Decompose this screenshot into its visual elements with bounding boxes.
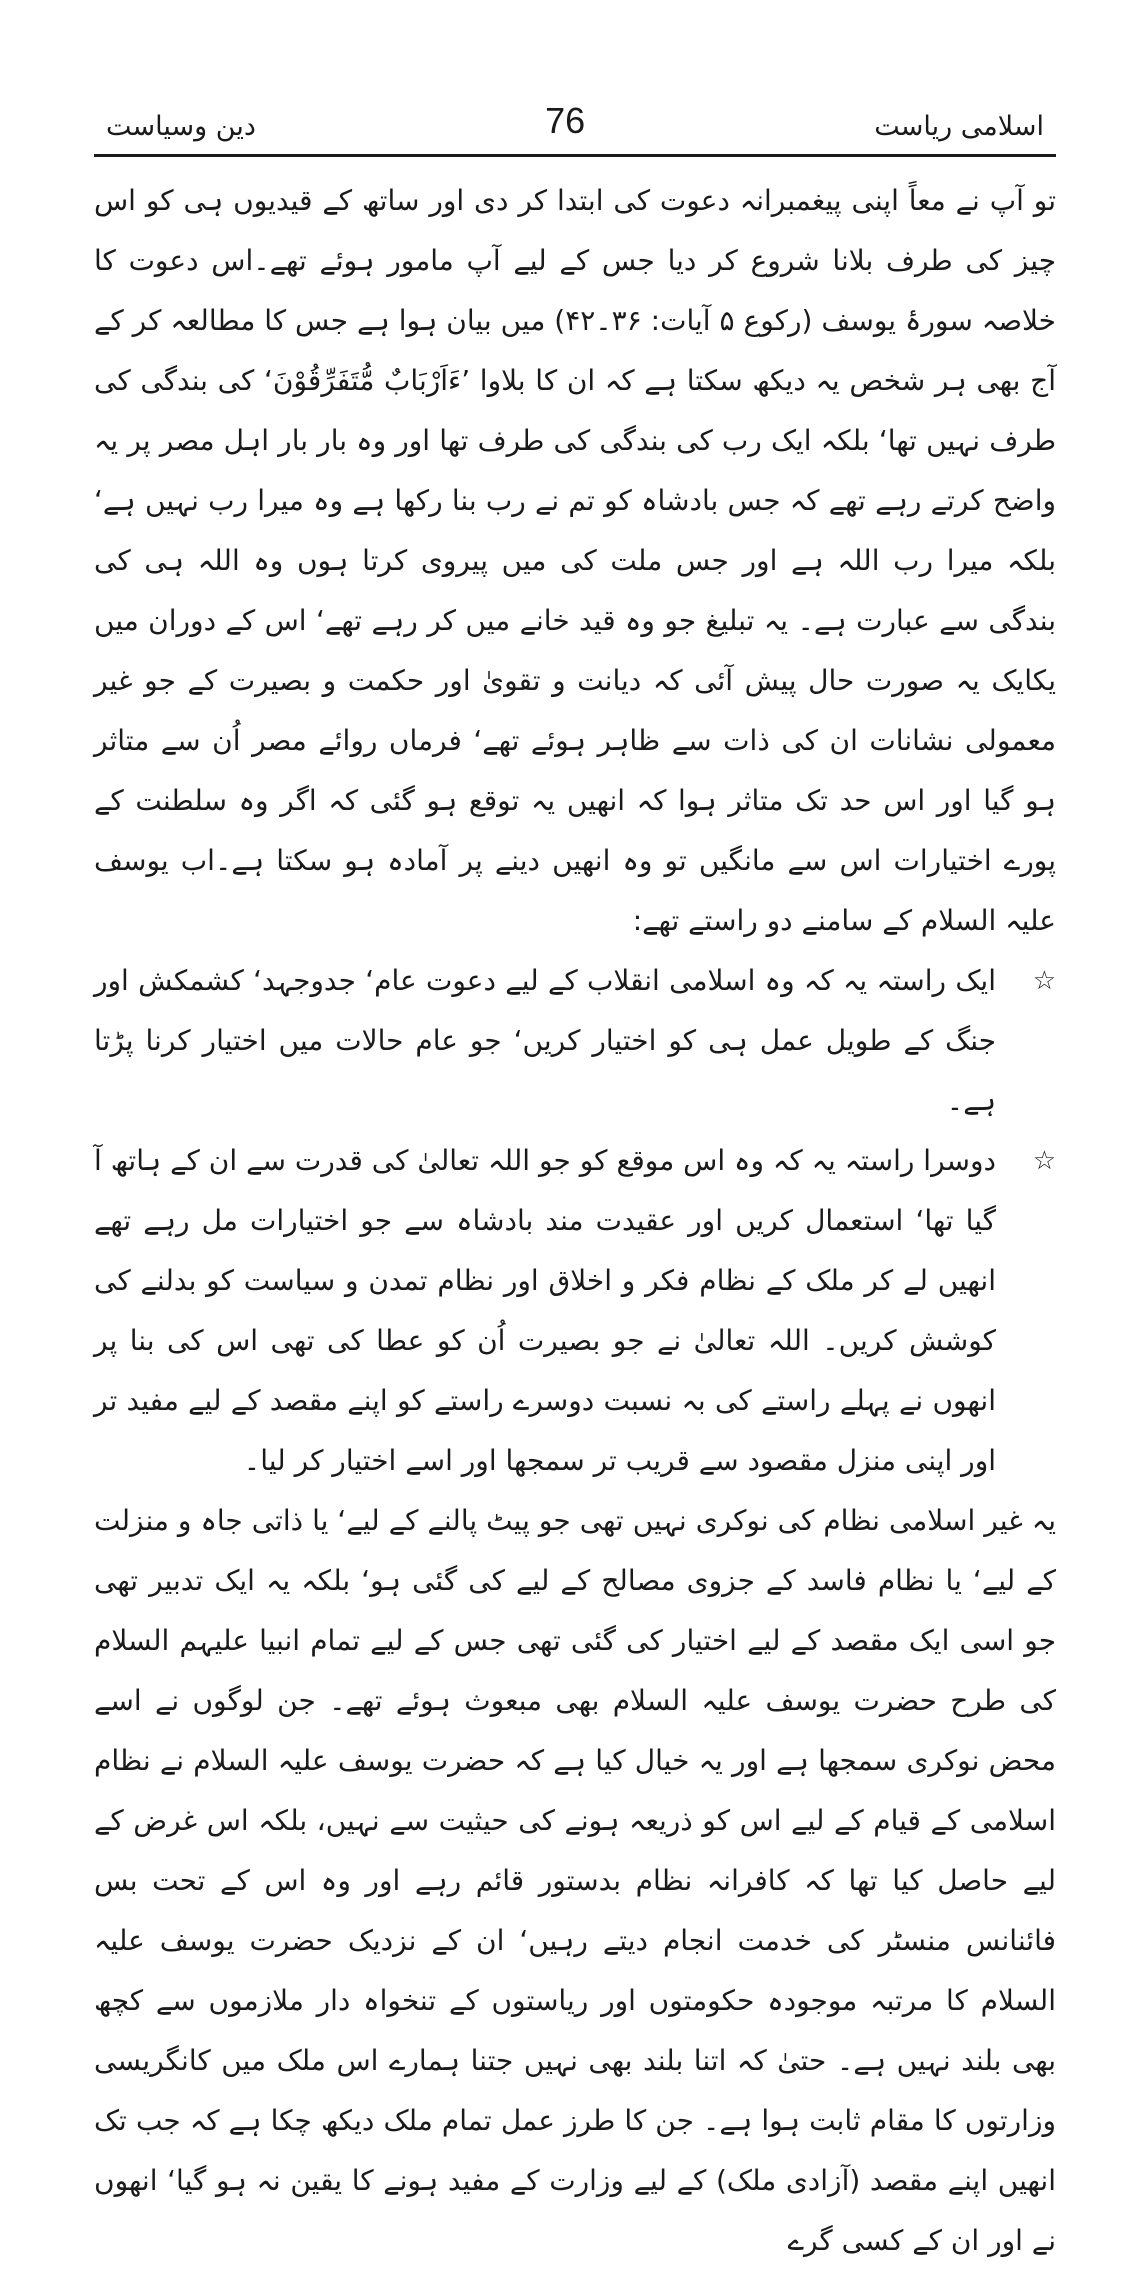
running-head-right-title: اسلامی ریاست bbox=[874, 111, 1044, 142]
bullet-text: ایک راستہ یہ کہ وہ اسلامی انقلاب کے لیے دعوت عام‘ جدوجہد‘ کشمکش اور جنگ کے طویل عمل ہی کو اختیار کریں‘ جو عام حالات میں اختیار کرنا پڑتا ہے۔ bbox=[94, 964, 996, 1117]
page-number: 76 bbox=[545, 100, 586, 141]
body-text bbox=[94, 171, 1056, 2271]
star-bullet-icon: ☆ bbox=[1032, 966, 1056, 996]
running-head-left-title: دین وسیاست bbox=[106, 111, 256, 142]
bullet-list bbox=[94, 951, 1056, 1491]
star-bullet-icon: ☆ bbox=[1032, 1146, 1056, 1176]
paragraph-2: یہ غیر اسلامی نظام کی نوکری نہیں تھی جو پیٹ پالنے کے لیے‘ یا ذاتی جاہ و منزلت کے لیے‘ یا نظام فاسد کے جزوی مصالح کے لیے کی گئی ہو‘ بلکہ یہ ایک تدبیر تھی جو اسی ایک مقصد کے لیے اختیار کی گئی تھی جس کے لیے تمام انبیا علیہم السلام کی طرح حضرت یوسف علیہ السلام بھی مبعوث ہوئے تھے۔ جن لوگوں نے اسے محض نوکری سمجھا ہے اور یہ خیال کیا ہے کہ حضرت یوسف علیہ السلام نے نظام اسلامی کے قیام کے لیے اس کو ذریعہ ہونے کی حیثیت سے نہیں، بلکہ اس غرض کے لیے حاصل کیا تھا کہ کافرانہ نظام بدستور قائم رہے اور وہ اس کے تحت بس فائنانس منسٹر کی خدمت انجام دیتے رہیں‘ ان کے نزدیک حضرت یوسف علیہ السلام کا مرتبہ موجودہ حکومتوں اور ریاستوں کے تنخواہ دار ملازموں سے کچھ بھی بلند نہیں ہے۔ حتیٰ کہ اتنا بلند بھی نہیں جتنا ہمارے اس ملک میں کانگریسی وزارتوں کا مقام ثابت ہوا ہے۔ جن کا طرز عمل تمام ملک دیکھ چکا ہے کہ جب تک انھیں اپنے مقصد (آزادی ملک) کے لیے وزارت کے مفید ہونے کا یقین نہ ہو گیا‘ انھوں نے اور ان کے کسی گرے bbox=[94, 1504, 1056, 2257]
bullet-text: دوسرا راستہ یہ کہ وہ اس موقع کو جو اللہ تعالیٰ کی قدرت سے ان کے ہاتھ آ گیا تھا‘ استعمال کریں اور عقیدت مند بادشاہ سے جو اختیارات مل رہے تھے انھیں لے کر ملک کے نظام فکر و اخلاق اور نظام تمدن و سیاست کو بدلنے کی کوشش کریں۔ اللہ تعالیٰ نے جو بصیرت اُن کو عطا کی تھی اس کی بنا پر انھوں نے پہلے راستے کی بہ نسبت دوسرے راستے کو اپنے مقصد کے لیے مفید تر اور اپنی منزل مقصود سے قریب تر سمجھا اور اسے اختیار کر لیا۔ bbox=[94, 1144, 996, 1477]
bullet-item-1 bbox=[94, 951, 1056, 1131]
running-head bbox=[94, 96, 1056, 142]
header-rule bbox=[94, 154, 1056, 157]
bullet-item-2 bbox=[94, 1131, 1056, 1491]
paragraph-1: تو آپ نے معاً اپنی پیغمبرانہ دعوت کی ابتدا کر دی اور ساتھ کے قیدیوں ہی کو اس چیز کی طرف بلانا شروع کر دیا جس کے لیے آپ مامور ہوئے تھے۔اس دعوت کا خلاصہ سورۂ یوسف (رکوع ۵ آیات: ۳۶۔۴۲) میں بیان ہوا ہے جس کا مطالعہ کر کے آج بھی ہر شخص یہ دیکھ سکتا ہے کہ ان کا بلاوا ’ءَاَرْبَابٌ مُّتَفَرِّقُوْنَ‘ کی بندگی کی طرف نہیں تھا‘ بلکہ ایک رب کی بندگی کی طرف تھا اور وہ بار بار اہل مصر پر یہ واضح کرتے رہے تھے کہ جس بادشاہ کو تم نے رب بنا رکھا ہے وہ میرا رب نہیں ہے‘ بلکہ میرا رب اللہ ہے اور جس ملت کی میں پیروی کرتا ہوں وہ اللہ ہی کی بندگی سے عبارت ہے۔ یہ تبلیغ جو وہ قید خانے میں کر رہے تھے‘ اس کے دوران میں یکایک یہ صورت حال پیش آئی کہ دیانت و تقویٰ اور حکمت و بصیرت کے جو غیر معمولی نشانات ان کی ذات سے ظاہر ہوئے تھے‘ فرماں روائے مصر اُن سے متاثر ہو گیا اور اس حد تک متاثر ہوا کہ انھیں یہ توقع ہو گئی کہ اگر وہ سلطنت کے پورے اختیارات اس سے مانگیں تو وہ انھیں دینے پر آمادہ ہو سکتا ہے۔اب یوسف علیہ السلام کے سامنے دو راستے تھے: bbox=[94, 184, 1057, 937]
